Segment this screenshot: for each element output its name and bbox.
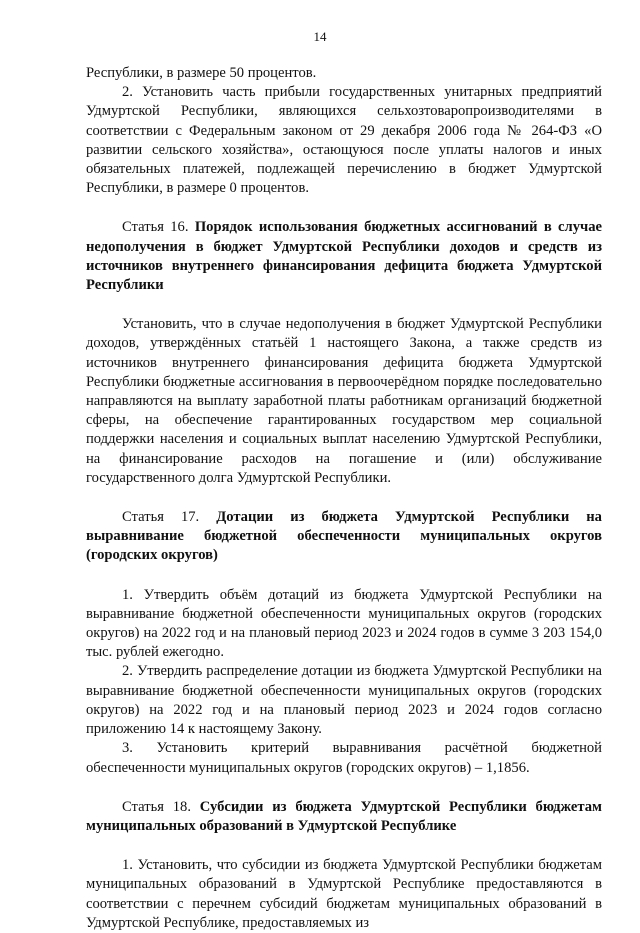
paragraph-item-2: 2. Установить часть прибыли государственных унитарных предприятий Удмуртской Республики, являющихся сельхозтоваропроизводителями в соответствии с Федеральным законом от 29 декабря 2006 года № 264-ФЗ «О развитии сельского хозяйства», остающуюся после уплаты налогов и иных обязательных платежей, подлежащей перечислению в бюджет Удмуртской Республики, в размере 0 процентов.: [86, 84, 602, 197]
article-16-title: Порядок использования бюджетных ассигнований в случае недополучения в бюджет Удмуртской Республики доходов и средств из источников внутреннего финансирования дефицита бюджета Удмуртской Республики: [86, 219, 602, 294]
article-18-title: Субсидии из бюджета Удмуртской Республики бюджетам муниципальных образований в Удмуртской Республике: [86, 798, 602, 834]
article-17-item-1: 1. Утвердить объём дотаций из бюджета Удмуртской Республики на выравнивание бюджетной обеспеченности муниципальных округов (городских округов) на 2022 год и на плановый период 2023 и 2024 годов в сумме 3 203 154,0 тыс. рублей ежегодно.: [86, 586, 602, 661]
article-17-number: Статья 17.: [122, 509, 200, 526]
page-number: 14: [313, 29, 327, 44]
article-17-heading: [86, 508, 602, 566]
document-body: [86, 64, 602, 933]
article-17-item-3: 3. Установить критерий выравнивания расчётной бюджетной обеспеченности муниципальных округов (городских округов) – 1,1856.: [86, 740, 602, 776]
article-18-number: Статья 18.: [122, 798, 191, 815]
article-17-item-2: 2. Утвердить распределение дотации из бюджета Удмуртской Республики на выравнивание бюджетной обеспеченности муниципальных округов (городских округов) на 2022 год и на плановый период 2023 и 2024 годов согласно приложению 14 к настоящему Закону.: [86, 663, 602, 738]
article-16-body: Установить, что в случае недополучения в бюджет Удмуртской Республики доходов, утверждённых статьёй 1 настоящего Закона, а также средств из источников внутреннего финансирования дефицита бюджета Удмуртской Республики бюджетные ассигнования в первоочерёдном порядке последовательно направляются на выплату заработной платы работникам организаций бюджетной сферы, на обеспечение гарантированных государством мер социальной поддержки населения и социальных выплат населению Удмуртской Республики, на финансирование расходов на погашение и (или) обслуживание государственного долга Удмуртской Республики.: [86, 316, 602, 486]
article-18-heading: [86, 798, 602, 836]
article-17-title: Дотации из бюджета Удмуртской Республики на выравнивание бюджетной обеспеченности муниципальных округов (городских округов): [86, 509, 602, 564]
article-18-item-1: 1. Установить, что субсидии из бюджета Удмуртской Республики бюджетам муниципальных образований в Удмуртской Республике предоставляются в соответствии с перечнем субсидий бюджетам муниципальных образований в Удмуртской Республике, предоставляемых из: [86, 857, 602, 931]
article-16-number: Статья 16.: [122, 219, 189, 236]
paragraph-continuation: Республики, в размере 50 процентов.: [86, 65, 317, 81]
article-16-heading: [86, 218, 602, 295]
